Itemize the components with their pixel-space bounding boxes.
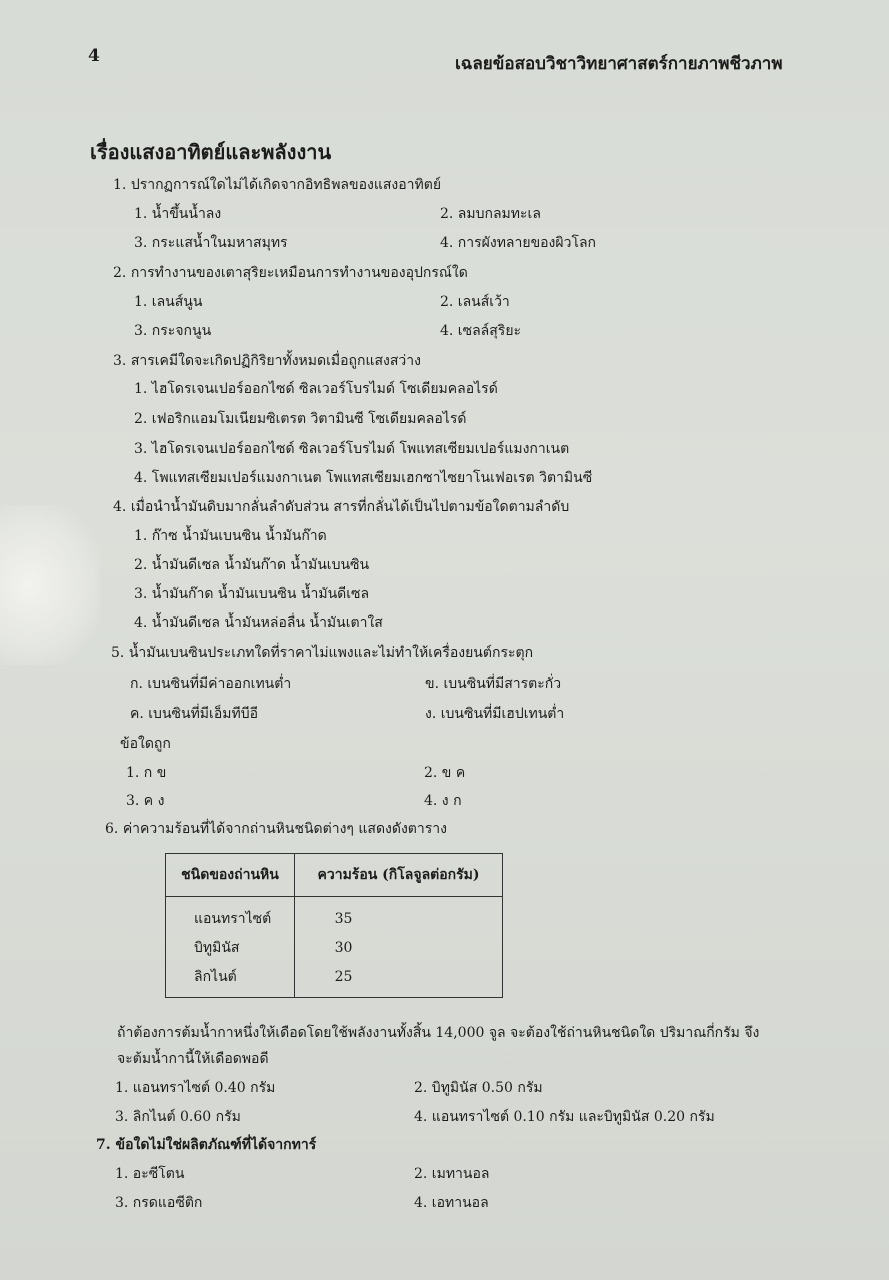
running-title: เฉลยข้อสอบวิชาวิทยาศาสตร์กายภาพชีวภาพ bbox=[455, 54, 783, 74]
q5-choice-2: 2. ข ค bbox=[424, 765, 466, 781]
q1-choice-2: 2. ลมบกลมทะเล bbox=[440, 206, 541, 222]
q5-option-b: ข. เบนซินที่มีสารตะกั่ว bbox=[425, 676, 562, 692]
q3-choice-2: 2. เฟอริกแอมโมเนียมซิเตรต วิตามินซี โซเดียมคลอไรด์ bbox=[134, 411, 467, 427]
q3-choice-4: 4. โพแทสเซียมเปอร์แมงกาเนต โพแทสเซียมเฮกซาไซยาโนเฟอเรต วิตามินซี bbox=[134, 470, 593, 486]
q1-choice-3: 3. กระแสน้ำในมหาสมุทร bbox=[134, 235, 288, 251]
q6-choice-4: 4. แอนทราไซต์ 0.10 กรัม และบิทูมินัส 0.20 กรัม bbox=[414, 1109, 715, 1125]
light-glare bbox=[0, 505, 100, 665]
question-7-text: 7. ข้อใดไม่ใช่ผลิตภัณฑ์ที่ได้จากทาร์ bbox=[96, 1137, 317, 1153]
q4-choice-2: 2. น้ำมันดีเซล น้ำมันก๊าด น้ำมันเบนซิน bbox=[134, 557, 370, 573]
q7-choice-1: 1. อะซีโตน bbox=[115, 1166, 185, 1182]
page-number: 4 bbox=[88, 46, 100, 66]
q3-choice-3: 3. ไฮโดรเจนเปอร์ออกไซด์ ซิลเวอร์โบรไมด์ โพแทสเซียมเปอร์แมงกาเนต bbox=[134, 441, 570, 457]
q7-choice-2: 2. เมทานอล bbox=[414, 1166, 490, 1182]
q2-choice-4: 4. เซลล์สุริยะ bbox=[440, 323, 522, 339]
q2-choice-3: 3. กระจกนูน bbox=[134, 323, 212, 339]
q1-choice-4: 4. การผังทลายของผิวโลก bbox=[440, 235, 597, 251]
table-header-heat: ความร้อน (กิโลจูลต่อกรัม) bbox=[295, 854, 503, 897]
q5-option-c: ค. เบนซินที่มีเอ็มทีบีอี bbox=[130, 706, 258, 722]
q4-choice-3: 3. น้ำมันก๊าด น้ำมันเบนซิน น้ำมันดีเซล bbox=[134, 586, 370, 602]
table-cell-heat-1: 35 bbox=[334, 911, 353, 927]
table-cell-heat-2: 30 bbox=[334, 940, 353, 956]
q4-choice-1: 1. ก๊าซ น้ำมันเบนซิน น้ำมันก๊าด bbox=[134, 528, 327, 544]
coal-heat-table bbox=[165, 853, 503, 998]
q2-choice-2: 2. เลนส์เว้า bbox=[440, 294, 510, 310]
section-title: เรื่องแสงอาทิตย์และพลังงาน bbox=[90, 140, 332, 164]
q3-choice-1: 1. ไฮโดรเจนเปอร์ออกไซด์ ซิลเวอร์โบรไมด์ โซเดียมคลอไรด์ bbox=[134, 381, 498, 397]
question-2-text: 2. การทำงานของเตาสุริยะเหมือนการทำงานของอุปกรณ์ใด bbox=[113, 265, 468, 281]
question-4-text: 4. เมื่อนำน้ำมันดิบมากลั่นลำดับส่วน สารที่กลั่นได้เป็นไปตามข้อใดตามลำดับ bbox=[113, 499, 570, 515]
question-1-text: 1. ปรากฏการณ์ใดไม่ได้เกิดจากอิทธิพลของแสงอาทิตย์ bbox=[113, 177, 442, 193]
q5-choice-3: 3. ค ง bbox=[126, 793, 165, 809]
q5-prompt: ข้อใดถูก bbox=[120, 736, 171, 752]
q6-choice-3: 3. ลิกไนต์ 0.60 กรัม bbox=[115, 1109, 241, 1125]
table-cell-coal-2: บิทูมินัส bbox=[194, 940, 240, 956]
q5-choice-1: 1. ก ข bbox=[126, 765, 167, 781]
q6-followup-line-2: จะต้มน้ำกานี้ให้เดือดพอดี bbox=[117, 1051, 269, 1067]
question-3-text: 3. สารเคมีใดจะเกิดปฏิกิริยาทั้งหมดเมื่อถูกแสงสว่าง bbox=[113, 353, 421, 369]
table-cell-heat-3: 25 bbox=[334, 969, 353, 985]
table-cell-coal-1: แอนทราไซต์ bbox=[194, 911, 272, 927]
question-5-text: 5. น้ำมันเบนซินประเภทใดที่ราคาไม่แพงและไม่ทำให้เครื่องยนต์กระตุก bbox=[111, 645, 534, 661]
q6-followup-line-1: ถ้าต้องการต้มน้ำกาหนึ่งให้เดือดโดยใช้พลังงานทั้งสิ้น 14,000 จูล จะต้องใช้ถ่านหินชนิดใด ปริมาณกี่กรัม จึง bbox=[117, 1025, 760, 1041]
question-6-text: 6. ค่าความร้อนที่ได้จากถ่านหินชนิดต่างๆ แสดงดังตาราง bbox=[105, 821, 447, 837]
q6-choice-2: 2. บิทูมินัส 0.50 กรัม bbox=[414, 1080, 543, 1096]
q7-choice-4: 4. เอทานอล bbox=[414, 1195, 489, 1211]
q5-choice-4: 4. ง ก bbox=[424, 793, 462, 809]
table-cell-coal-3: ลิกไนต์ bbox=[194, 969, 237, 985]
q5-option-a: ก. เบนซินที่มีค่าออกเทนต่ำ bbox=[130, 676, 292, 692]
q5-option-d: ง. เบนซินที่มีเฮปเทนต่ำ bbox=[425, 706, 565, 722]
q6-choice-1: 1. แอนทราไซต์ 0.40 กรัม bbox=[115, 1080, 276, 1096]
q2-choice-1: 1. เลนส์นูน bbox=[134, 294, 203, 310]
q7-choice-3: 3. กรดแอซีติก bbox=[115, 1195, 203, 1211]
q4-choice-4: 4. น้ำมันดีเซล น้ำมันหล่อลื่น น้ำมันเตาใส bbox=[134, 615, 383, 631]
q1-choice-1: 1. น้ำขึ้นน้ำลง bbox=[134, 206, 222, 222]
table-header-coal-type: ชนิดของถ่านหิน bbox=[166, 854, 295, 897]
heat-value-column bbox=[295, 897, 503, 998]
